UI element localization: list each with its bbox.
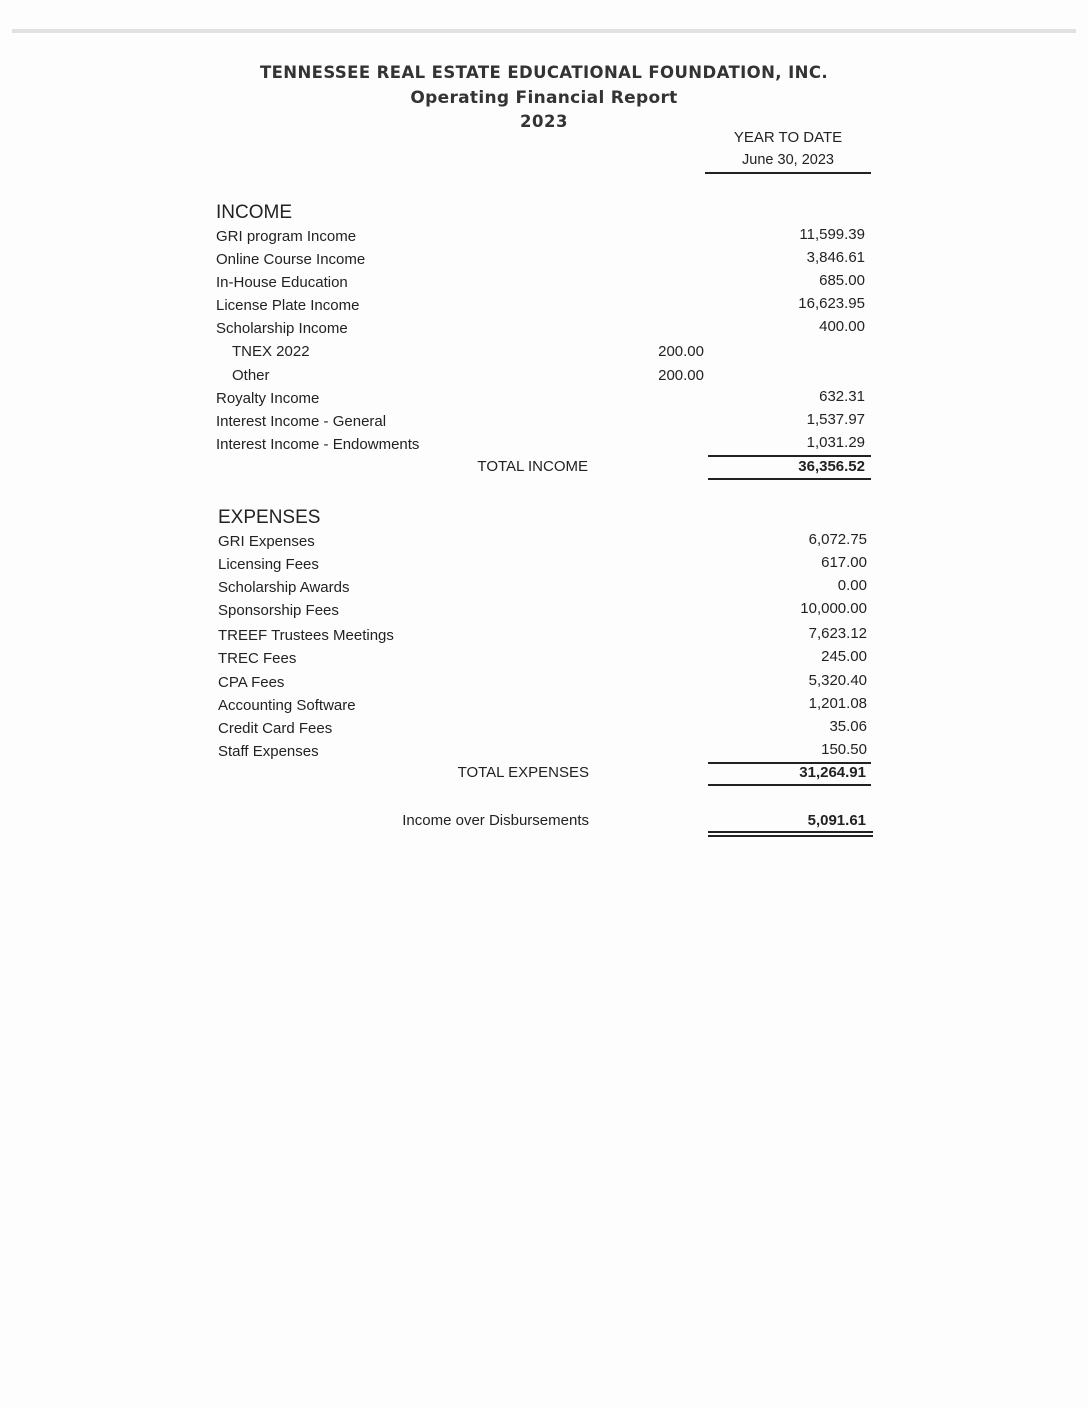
income-row <box>0 413 1088 435</box>
row-amount: 1,201.08 <box>808 695 867 712</box>
row-label: Other <box>232 367 270 384</box>
income-total-row <box>0 458 1088 480</box>
row-amount: 7,623.12 <box>808 625 867 642</box>
row-amount: 35.06 <box>829 718 867 735</box>
column-date: June 30, 2023 <box>742 152 834 168</box>
row-amount: 0.00 <box>837 577 867 594</box>
row-amount: 245.00 <box>821 648 867 665</box>
row-label: Credit Card Fees <box>218 720 333 737</box>
row-label: Sponsorship Fees <box>218 602 339 619</box>
report-title: Operating Financial Report <box>410 88 678 108</box>
income-row <box>0 274 1088 296</box>
row-amount: 1,031.29 <box>806 434 865 451</box>
report-year: 2023 <box>520 112 568 131</box>
net-row <box>0 812 1088 834</box>
row-label: Staff Expenses <box>218 743 319 760</box>
row-amount: 685.00 <box>819 272 865 289</box>
row-amount: 1,537.97 <box>806 411 865 428</box>
expense-row <box>0 627 1088 649</box>
expense-row <box>0 602 1088 624</box>
row-amount: 3,846.61 <box>806 249 865 266</box>
row-amount: 11,599.39 <box>799 226 865 243</box>
total-expenses-label: TOTAL EXPENSES <box>457 764 589 781</box>
income-row <box>0 297 1088 319</box>
expenses-heading: EXPENSES <box>218 507 321 528</box>
income-row <box>0 390 1088 412</box>
row-label: TREEF Trustees Meetings <box>218 627 394 644</box>
row-label: License Plate Income <box>216 297 360 314</box>
row-amount: 617.00 <box>821 554 867 571</box>
row-label: Scholarship Income <box>216 320 348 337</box>
income-heading: INCOME <box>216 202 292 223</box>
row-label: Scholarship Awards <box>218 579 350 596</box>
expense-row <box>0 650 1088 672</box>
row-label: Royalty Income <box>216 390 320 407</box>
row-label: In-House Education <box>216 274 348 291</box>
income-subrow <box>0 343 1088 365</box>
income-row <box>0 320 1088 342</box>
row-amount: 6,072.75 <box>808 531 867 548</box>
row-label: TREC Fees <box>218 650 297 667</box>
net-label: Income over Disbursements <box>402 812 589 829</box>
net-double-rule-1 <box>708 831 873 833</box>
row-label: Interest Income - Endowments <box>216 436 420 453</box>
row-label: Accounting Software <box>218 697 356 714</box>
row-label: GRI Expenses <box>218 533 315 550</box>
net-double-rule-2 <box>708 835 873 837</box>
column-header: YEAR TO DATE <box>733 129 843 146</box>
total-income-label: TOTAL INCOME <box>477 458 588 475</box>
income-total-rule-top <box>708 455 871 457</box>
expense-row <box>0 674 1088 696</box>
income-row <box>0 251 1088 273</box>
row-sub-amount: 200.00 <box>658 343 704 360</box>
total-income-amount: 36,356.52 <box>798 458 865 475</box>
expense-total-row <box>0 764 1088 786</box>
row-label: CPA Fees <box>218 674 285 691</box>
row-label: TNEX 2022 <box>232 343 310 360</box>
income-total-rule-bottom <box>708 478 871 480</box>
expense-row <box>0 579 1088 601</box>
income-subrow <box>0 367 1088 389</box>
row-amount: 400.00 <box>819 318 865 335</box>
net-amount: 5,091.61 <box>807 812 866 829</box>
row-amount: 10,000.00 <box>800 600 867 617</box>
total-expenses-amount: 31,264.91 <box>799 764 866 781</box>
organization-name: TENNESSEE REAL ESTATE EDUCATIONAL FOUNDATION, INC. <box>259 63 829 82</box>
row-sub-amount: 200.00 <box>658 367 704 384</box>
row-amount: 150.50 <box>821 741 867 758</box>
expense-row <box>0 697 1088 719</box>
row-label: Licensing Fees <box>218 556 319 573</box>
expense-row <box>0 743 1088 765</box>
row-label: GRI program Income <box>216 228 357 245</box>
expense-row <box>0 720 1088 742</box>
row-amount: 632.31 <box>819 388 865 405</box>
row-amount: 5,320.40 <box>808 672 867 689</box>
expense-row <box>0 533 1088 555</box>
expense-row <box>0 556 1088 578</box>
income-row <box>0 436 1088 458</box>
column-header-underline <box>705 172 871 174</box>
row-amount: 16,623.95 <box>798 295 865 312</box>
top-border-line <box>12 29 1076 33</box>
row-label: Interest Income - General <box>216 413 387 430</box>
row-label: Online Course Income <box>216 251 366 268</box>
expense-total-rule-bottom <box>708 784 871 786</box>
income-row <box>0 228 1088 250</box>
